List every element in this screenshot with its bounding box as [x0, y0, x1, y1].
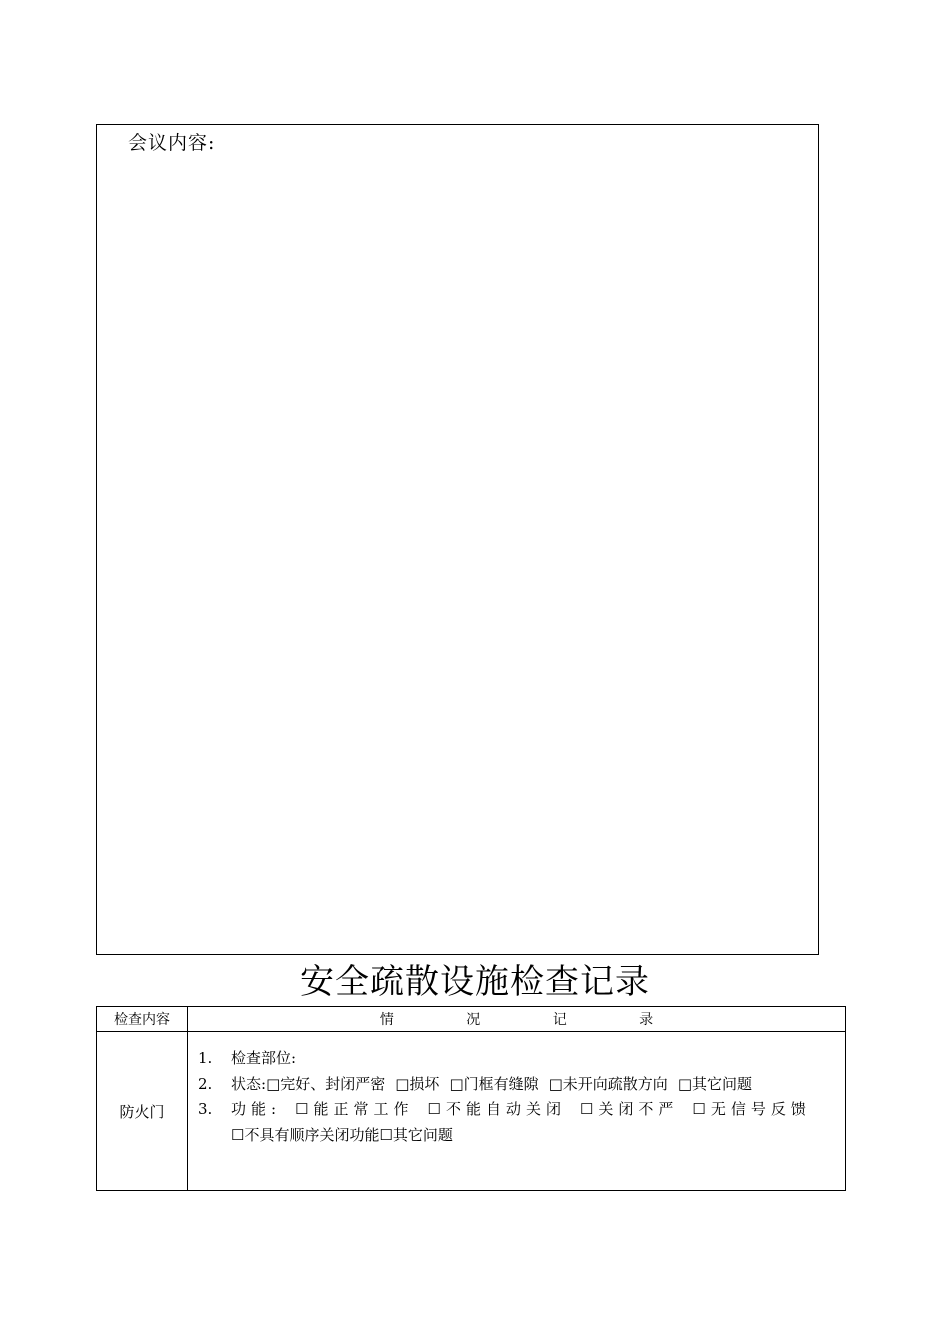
header-check-content: 检查内容	[97, 1007, 188, 1032]
checkbox-option[interactable]: □损坏	[395, 1074, 440, 1093]
row-item-fire-door: 防火门	[97, 1032, 188, 1191]
checkbox-option[interactable]: ☐能正常工作	[295, 1100, 414, 1118]
meeting-content-box	[96, 124, 819, 955]
checkbox-option[interactable]: ☐无信号反馈	[692, 1100, 811, 1118]
checkbox-option[interactable]: ☐关闭不严	[579, 1100, 679, 1118]
header-record	[188, 1007, 846, 1032]
checkbox-option[interactable]: □完好、封闭严密	[266, 1074, 386, 1093]
line-label: 状态:	[231, 1074, 267, 1093]
record-line-status	[198, 1072, 837, 1098]
header-record-char: 况	[466, 1012, 481, 1028]
table-header-row	[97, 1007, 846, 1032]
line-number: 3.	[198, 1100, 213, 1118]
record-line-function	[198, 1097, 837, 1123]
header-record-char: 记	[552, 1012, 567, 1028]
line-number: 2.	[198, 1074, 213, 1093]
line-label: 检查部位:	[231, 1049, 297, 1067]
inspection-table	[96, 1006, 846, 1191]
header-record-char: 录	[639, 1012, 654, 1028]
record-line-location	[198, 1046, 837, 1072]
checkbox-option[interactable]: ☐其它问题	[379, 1125, 453, 1144]
header-record-char: 情	[379, 1012, 394, 1028]
checkbox-option[interactable]: ☐不能自动关闭	[427, 1100, 566, 1118]
row-record-cell	[188, 1032, 846, 1191]
checkbox-option[interactable]: □门框有缝隙	[449, 1074, 539, 1093]
page-title: 安全疏散设施检查记录	[300, 962, 650, 1002]
checkbox-option[interactable]: ☐不具有顺序关闭功能	[231, 1125, 380, 1144]
line-label: 功能:	[231, 1100, 282, 1118]
table-row	[97, 1032, 846, 1191]
line-number: 1.	[198, 1049, 213, 1067]
checkbox-option[interactable]: □其它问题	[677, 1074, 752, 1093]
meeting-content-label: 会议内容:	[128, 132, 216, 154]
checkbox-option[interactable]: □未开向疏散方向	[548, 1074, 668, 1093]
record-line-function-cont	[198, 1123, 837, 1149]
